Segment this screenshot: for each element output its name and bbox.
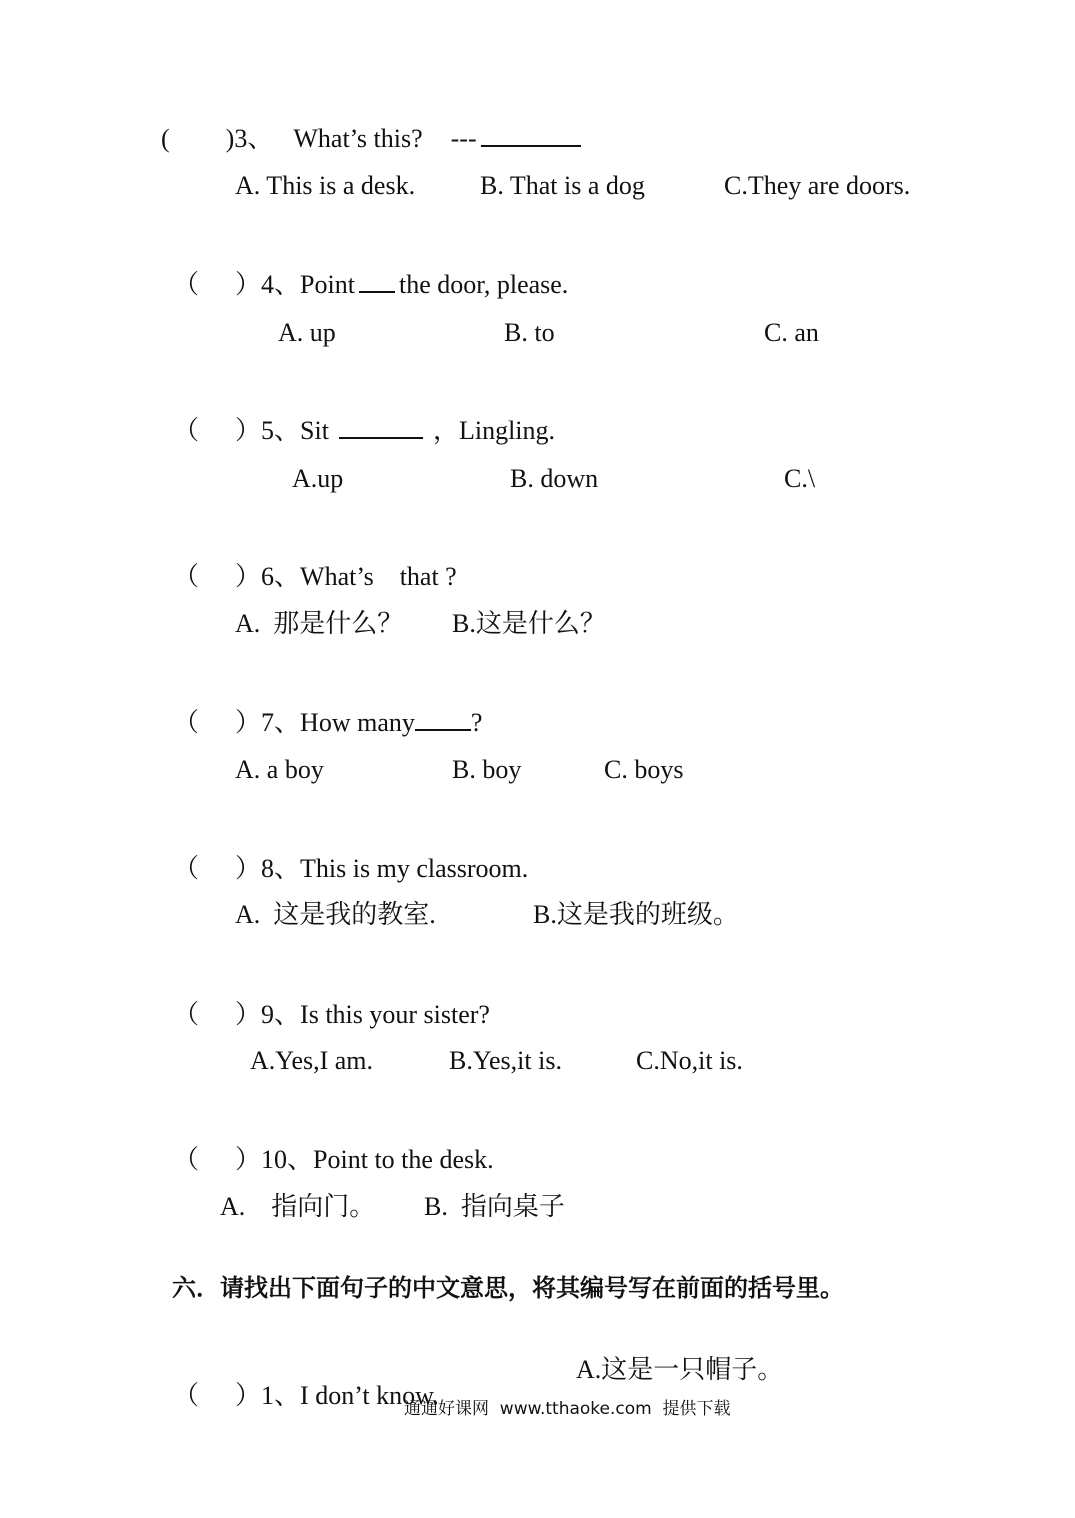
question-text: What’s that ? xyxy=(300,562,457,591)
answer-blank xyxy=(481,144,581,147)
answer-blank xyxy=(415,728,471,731)
question-4 xyxy=(160,246,568,298)
option-a: A.up xyxy=(292,464,344,493)
question-dash: --- xyxy=(450,124,477,153)
section-heading: 六．请找出下面句子的中文意思，将其编号写在前面的括号里。 xyxy=(172,1274,844,1302)
answer-blank xyxy=(339,436,423,439)
question-text-pre: How many xyxy=(300,708,415,737)
question-text: What’s this? xyxy=(293,124,423,153)
option-b: B. boy xyxy=(452,755,522,784)
option-b: B. 指向桌子 xyxy=(424,1192,565,1221)
option-b: B.这是什么？ xyxy=(452,609,606,638)
option-a: A. This is a desk. xyxy=(235,171,416,200)
question-10 xyxy=(160,1121,494,1173)
answer-paren-close: ） xyxy=(235,416,262,445)
question-7 xyxy=(160,684,482,736)
question-text: I don’t know. xyxy=(300,1381,439,1410)
answer-paren-open: （ xyxy=(173,562,200,591)
option-b: B.这是我的班级。 xyxy=(533,900,739,929)
answer-paren-open: （ xyxy=(173,708,200,737)
option-c: C.They are doors. xyxy=(724,171,911,200)
question-9 xyxy=(160,976,490,1028)
question-5 xyxy=(160,392,555,444)
answer-paren-open: ( xyxy=(161,124,170,153)
question-number: 3、 xyxy=(234,124,274,153)
answer-paren-open: （ xyxy=(173,416,200,445)
question-number: 8、 xyxy=(261,854,301,883)
question-number: 4、 xyxy=(261,270,301,299)
match-option-a: A.这是一只帽子。 xyxy=(576,1355,784,1384)
question-number: 1、 xyxy=(261,1381,301,1410)
answer-paren-close: ） xyxy=(235,854,262,883)
question-6 xyxy=(160,538,457,590)
option-a: A. up xyxy=(278,318,336,347)
answer-paren-close: ） xyxy=(235,1000,262,1029)
question-text-post: the door, please. xyxy=(398,270,569,299)
answer-paren-close: ） xyxy=(235,1381,262,1410)
option-a: A. 那是什么？ xyxy=(235,609,404,638)
answer-paren-open: （ xyxy=(173,270,200,299)
question-3 xyxy=(148,100,585,152)
answer-paren-close: ） xyxy=(235,708,262,737)
option-a: A.Yes,I am. xyxy=(250,1046,374,1075)
question-text: Is this your sister? xyxy=(300,1000,490,1029)
answer-blank xyxy=(359,290,395,293)
option-c: C.\ xyxy=(784,464,816,493)
option-a: A. 这是我的教室. xyxy=(235,900,436,929)
question-number: 7、 xyxy=(261,708,301,737)
option-b: B.Yes,it is. xyxy=(449,1046,562,1075)
answer-paren-close: ) xyxy=(225,124,235,153)
question-text-pre: Sit xyxy=(300,416,329,445)
answer-paren-close: ） xyxy=(235,562,262,591)
option-b: B. down xyxy=(510,464,599,493)
option-a: A. a boy xyxy=(235,755,324,784)
answer-paren-open: （ xyxy=(173,1000,200,1029)
option-c: C.No,it is. xyxy=(636,1046,743,1075)
question-text-post: ，Lingling. xyxy=(432,416,556,445)
question-text: This is my classroom. xyxy=(300,854,529,883)
question-number: 10、 xyxy=(261,1145,314,1174)
footer-credit: 通通好课网 www.tthaoke.com 提供下载 xyxy=(404,1399,731,1419)
answer-paren-close: ） xyxy=(235,1145,262,1174)
question-number: 5、 xyxy=(261,416,301,445)
option-c: C. boys xyxy=(604,755,684,784)
answer-paren-open: （ xyxy=(173,1381,200,1410)
answer-paren-open: （ xyxy=(173,1145,200,1174)
answer-paren-open: （ xyxy=(173,854,200,883)
option-a: A. 指向门。 xyxy=(220,1192,376,1221)
question-number: 6、 xyxy=(261,562,301,591)
question-text-post: ? xyxy=(470,708,483,737)
question-8 xyxy=(160,830,528,882)
question-text: Point to the desk. xyxy=(313,1145,494,1174)
option-b: B. to xyxy=(504,318,555,347)
option-c: C. an xyxy=(764,318,819,347)
option-b: B. That is a dog xyxy=(480,171,645,200)
question-text-pre: Point xyxy=(300,270,355,299)
question-number: 9、 xyxy=(261,1000,301,1029)
section6-item-1 xyxy=(160,1357,439,1409)
answer-paren-close: ） xyxy=(235,270,262,299)
